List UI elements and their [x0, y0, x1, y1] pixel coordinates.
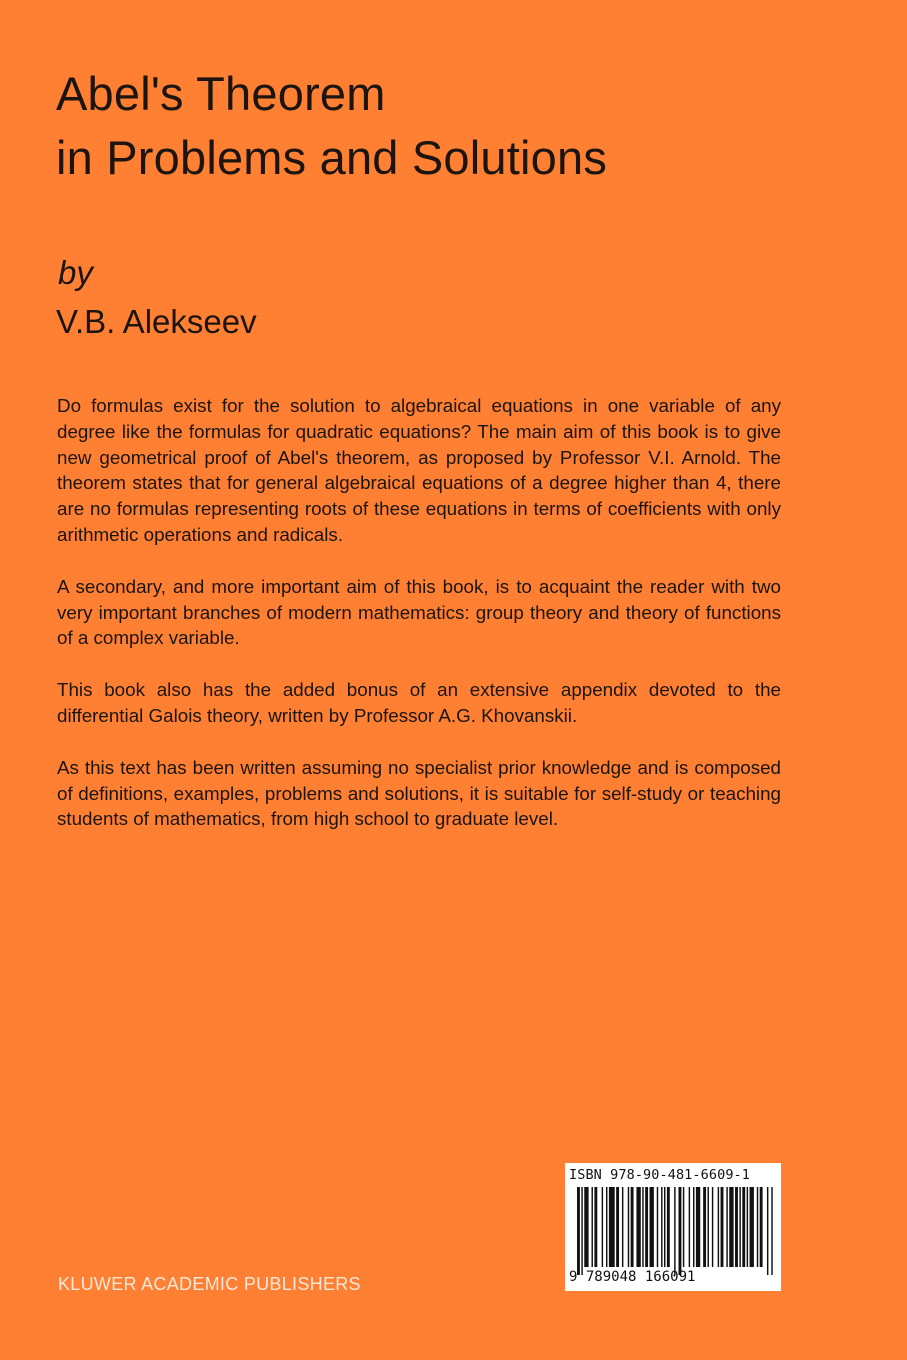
blurb-paragraph-3: This book also has the added bonus of an extensive appendix devoted to the differential Galois theory, written by Professor A.G. Khovanskii. — [57, 679, 781, 726]
barcode-bar — [650, 1187, 654, 1267]
blurb-paragraph-2: A secondary, and more important aim of this book, is to acquaint the reader with two very important branches of modern mathematics: group theory and theory of functions of a complex variable. — [57, 575, 781, 649]
barcode-bar — [636, 1187, 640, 1267]
barcode-bar — [729, 1187, 733, 1267]
author-name: V.B. Alekseev — [56, 303, 257, 340]
barcode-bar — [642, 1187, 643, 1267]
barcode-bar — [693, 1187, 694, 1267]
barcode-bar — [771, 1187, 772, 1275]
barcode-bar — [712, 1187, 713, 1267]
barcode-bar — [616, 1187, 619, 1267]
barcode-bar — [657, 1187, 658, 1267]
barcode-bar — [606, 1187, 607, 1267]
barcode-bar — [767, 1187, 768, 1275]
blurb — [57, 393, 781, 858]
barcode-bar — [679, 1187, 682, 1275]
blurb-paragraph-4: As this text has been written assuming no specialist prior knowledge and is composed of definitions, examples, problems and solutions, it is suitable for self-study or teaching students of mathematics, from high school to graduate level. — [57, 756, 781, 830]
barcode-bar — [742, 1187, 745, 1267]
blurb-paragraph-1: Do formulas exist for the solution to algebraical equations in one variable of any degree like the formulas for quadratic equations? The main aim of this book is to give new geometrical proof of Abel's theorem, as proposed by Professor V.I. Arnold. The theorem states that for general algebraical equations of a degree higher than 4, there are no formulas representing roots of these equations in terms of coefficients with only arithmetic operations and radicals. — [57, 395, 781, 545]
isbn-barcode — [565, 1163, 781, 1291]
barcode-bar — [577, 1187, 580, 1275]
barcode-bar — [726, 1187, 727, 1267]
barcode-bar — [609, 1187, 615, 1267]
title-line-2: in Problems and Solutions — [56, 131, 608, 184]
isbn-label: ISBN 978-90-481-6609-1 — [569, 1167, 751, 1183]
barcode-bar — [594, 1187, 597, 1267]
book-title — [56, 62, 856, 190]
barcode-bar — [661, 1187, 662, 1267]
by-label: by — [58, 254, 93, 291]
barcode-bar — [750, 1187, 754, 1267]
barcode-bars — [575, 1187, 775, 1275]
barcode-bar — [696, 1187, 700, 1267]
barcode-bar — [581, 1187, 582, 1275]
barcode-bar — [747, 1187, 748, 1267]
barcode-bar — [628, 1187, 629, 1267]
barcode-bar — [703, 1187, 706, 1267]
barcode-bar — [708, 1187, 709, 1267]
barcode-bar — [584, 1187, 588, 1267]
barcode-bar — [592, 1187, 593, 1267]
barcode-bar — [667, 1187, 670, 1267]
barcode-bar — [757, 1187, 758, 1267]
barcode-bar — [760, 1187, 763, 1267]
barcode-bar — [674, 1187, 675, 1275]
barcode-bar — [721, 1187, 724, 1267]
ean-digits: 9 789048 166091 — [569, 1269, 696, 1285]
title-line-1: Abel's Theorem — [56, 67, 386, 120]
barcode-bar — [631, 1187, 634, 1267]
barcode-bar — [622, 1187, 623, 1267]
publisher-name: KLUWER ACADEMIC PUBLISHERS — [58, 1274, 361, 1294]
barcode-bar — [718, 1187, 719, 1267]
barcode-bar — [689, 1187, 690, 1267]
barcode-bar — [735, 1187, 738, 1267]
barcode-bar — [664, 1187, 665, 1267]
barcode-bar — [602, 1187, 603, 1267]
barcode-bar — [645, 1187, 648, 1267]
barcode-bar — [683, 1187, 684, 1267]
barcode-bar — [739, 1187, 740, 1267]
